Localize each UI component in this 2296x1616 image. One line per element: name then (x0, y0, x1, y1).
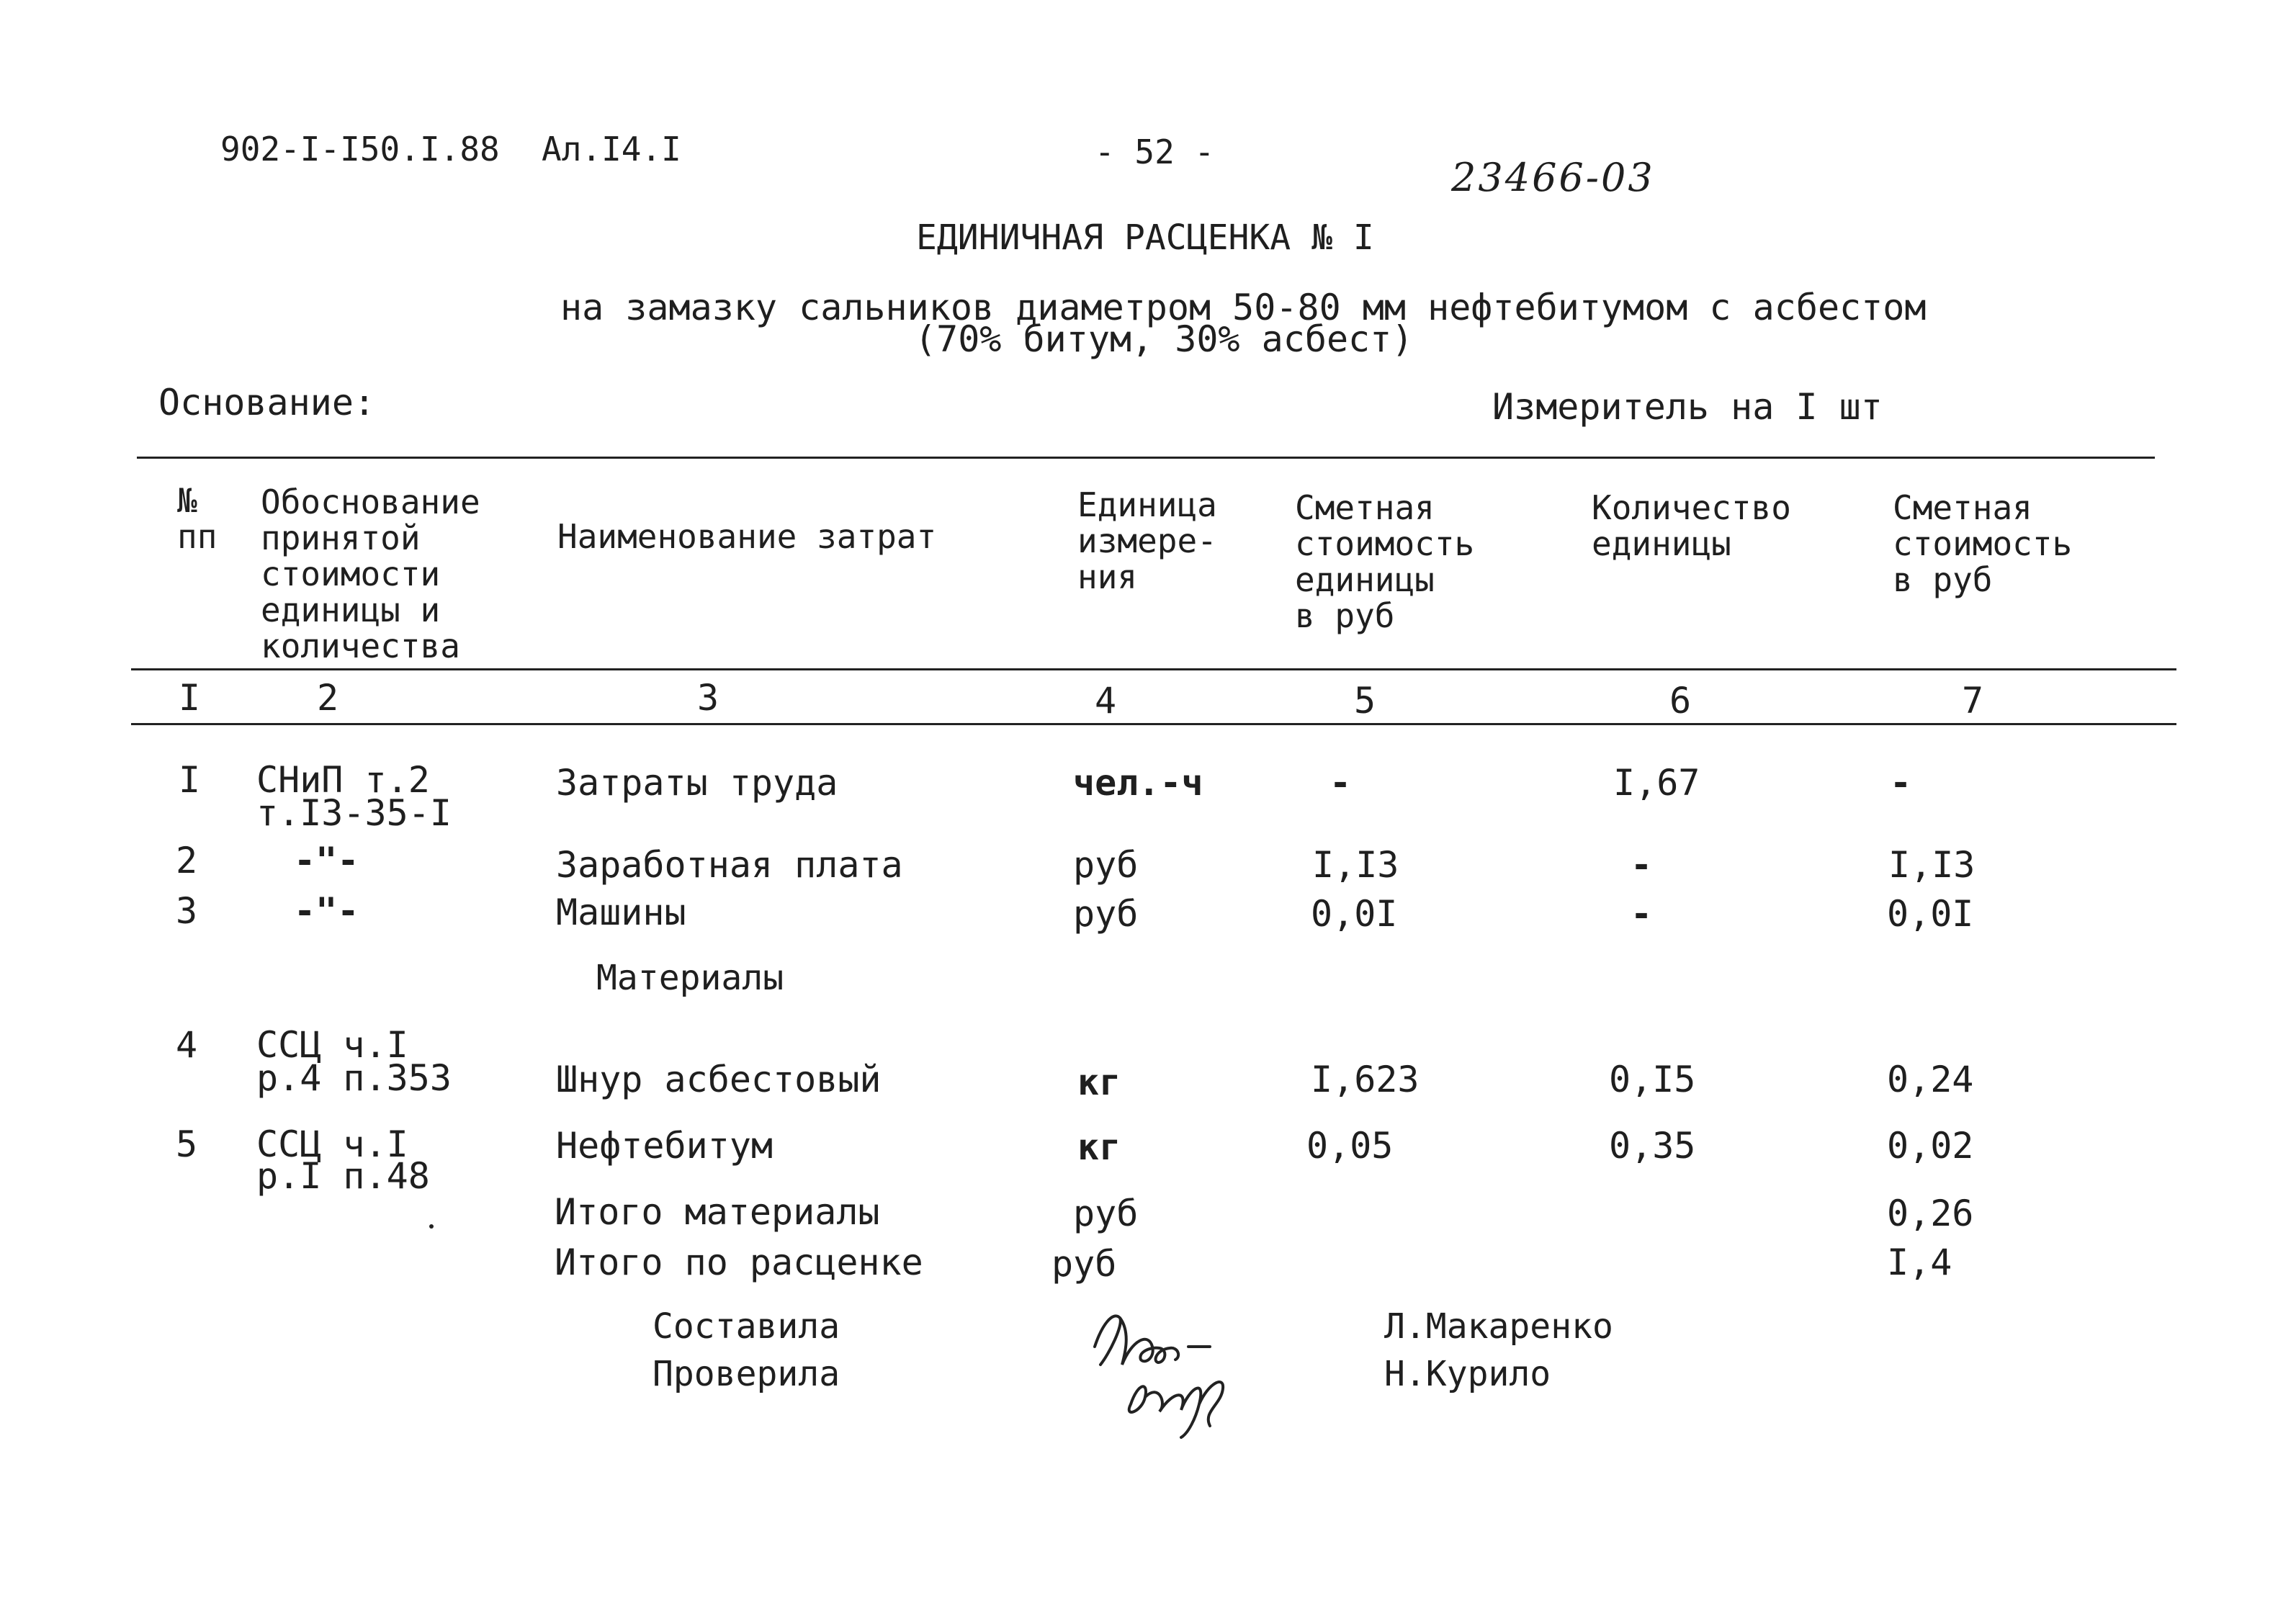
row-no: 4 (176, 1024, 198, 1066)
column-number: 2 (317, 677, 339, 719)
row-basis-line2: т.I3-35-I (256, 792, 452, 834)
row-total: 0,0I (1887, 893, 1974, 935)
column-number: 3 (697, 677, 719, 719)
row-basis-line2: р.I п.48 (256, 1155, 430, 1197)
row-basis-line2: р.4 п.353 (256, 1057, 452, 1099)
row-basis: -"- (294, 890, 359, 932)
row-name: Шнур асбестовый (556, 1059, 882, 1100)
row-name: Заработная плата (556, 844, 903, 886)
header-no: № пп (177, 481, 218, 556)
row-name: Затраты труда (556, 762, 838, 804)
row-total: 0,24 (1887, 1059, 1974, 1100)
column-number: 4 (1095, 680, 1117, 722)
subtitle-line-1: на замазку сальников диаметром 50-80 мм нефтебитумом с асбестом (560, 287, 1927, 328)
row-unit: чел.-ч (1073, 762, 1203, 804)
header-total: Сметная стоимость в руб (1893, 488, 2073, 599)
compiled-label: Составила (653, 1306, 840, 1347)
header-basis: Обоснование принятой стоимости единицы и количества (261, 482, 480, 665)
total-label: Итого по расценке (555, 1242, 923, 1283)
page-title: ЕДИНИЧНАЯ РАСЦЕНКА № I (916, 217, 1374, 258)
column-number: 6 (1669, 680, 1692, 722)
ink-dot (429, 1224, 434, 1229)
page-number: - 52 - (1095, 133, 1215, 171)
row-unit-cost: I,I3 (1312, 844, 1399, 886)
total-value: I,4 (1887, 1242, 1952, 1283)
row-no: 5 (176, 1123, 198, 1165)
row-no: 3 (176, 890, 198, 932)
table-top-rule (137, 457, 2155, 459)
row-unit-cost: I,623 (1311, 1059, 1420, 1100)
header-qty: Количество единицы (1592, 488, 1791, 563)
checked-name: Н.Курило (1384, 1354, 1551, 1394)
row-unit: кг (1077, 1061, 1121, 1103)
row-name: Нефтебитум (556, 1125, 773, 1167)
row-unit: кг (1077, 1126, 1121, 1168)
header-unit-cost: Сметная стоимость единицы в руб (1295, 488, 1475, 635)
materials-heading: Материалы (596, 958, 784, 998)
archive-number: 23466-03 (1451, 155, 1655, 200)
row-unit-cost: 0,05 (1306, 1125, 1394, 1167)
row-unit: руб (1073, 893, 1139, 935)
subtitle-line-2: (70% битум, 30% асбест) (915, 318, 1414, 360)
row-name: Машины (556, 892, 686, 933)
row-qty: I,67 (1613, 762, 1700, 804)
column-number: 7 (1962, 680, 1984, 722)
row-no: 2 (176, 840, 198, 881)
row-qty: 0,I5 (1609, 1059, 1696, 1100)
handwritten-signature (1080, 1296, 1268, 1447)
compiled-name: Л.Макаренко (1384, 1306, 1613, 1347)
row-unit-cost: 0,0I (1311, 893, 1398, 935)
row-qty: 0,35 (1609, 1125, 1696, 1167)
checked-label: Проверила (653, 1354, 840, 1394)
column-number: 5 (1354, 680, 1376, 722)
numbers-bottom-rule (131, 723, 2176, 725)
row-unit-cost: - (1329, 762, 1352, 804)
row-total: 0,02 (1887, 1125, 1974, 1167)
signature-stroke-2 (1129, 1382, 1223, 1437)
measure-label: Измеритель на I шт (1492, 386, 1883, 428)
basis-label: Основание: (158, 382, 376, 423)
row-qty: - (1631, 893, 1653, 935)
header-unit: Единица измере- ния (1077, 485, 1217, 596)
header-bottom-rule (131, 668, 2176, 670)
row-basis: ССЦ ч.I (256, 1024, 408, 1066)
header-name: Наименование затрат (557, 517, 937, 556)
row-unit: руб (1073, 844, 1139, 886)
document-code: 902-I-I50.I.88 (220, 130, 500, 169)
subtotal-value: 0,26 (1887, 1193, 1974, 1234)
row-total: I,I3 (1888, 844, 1976, 886)
signature-stroke-1 (1095, 1316, 1210, 1365)
total-unit: руб (1051, 1243, 1117, 1285)
column-number: I (179, 677, 201, 719)
row-total: - (1890, 762, 1912, 804)
row-qty: - (1631, 844, 1653, 886)
row-basis: ССЦ ч.I (256, 1123, 408, 1165)
subtotal-label: Итого материалы (555, 1191, 880, 1233)
sheet-number: Ал.I4.I (542, 130, 681, 169)
row-no: I (179, 759, 201, 801)
row-basis: СНиП т.2 (256, 759, 430, 801)
subtotal-unit: руб (1073, 1193, 1139, 1234)
row-basis: -"- (294, 840, 359, 881)
